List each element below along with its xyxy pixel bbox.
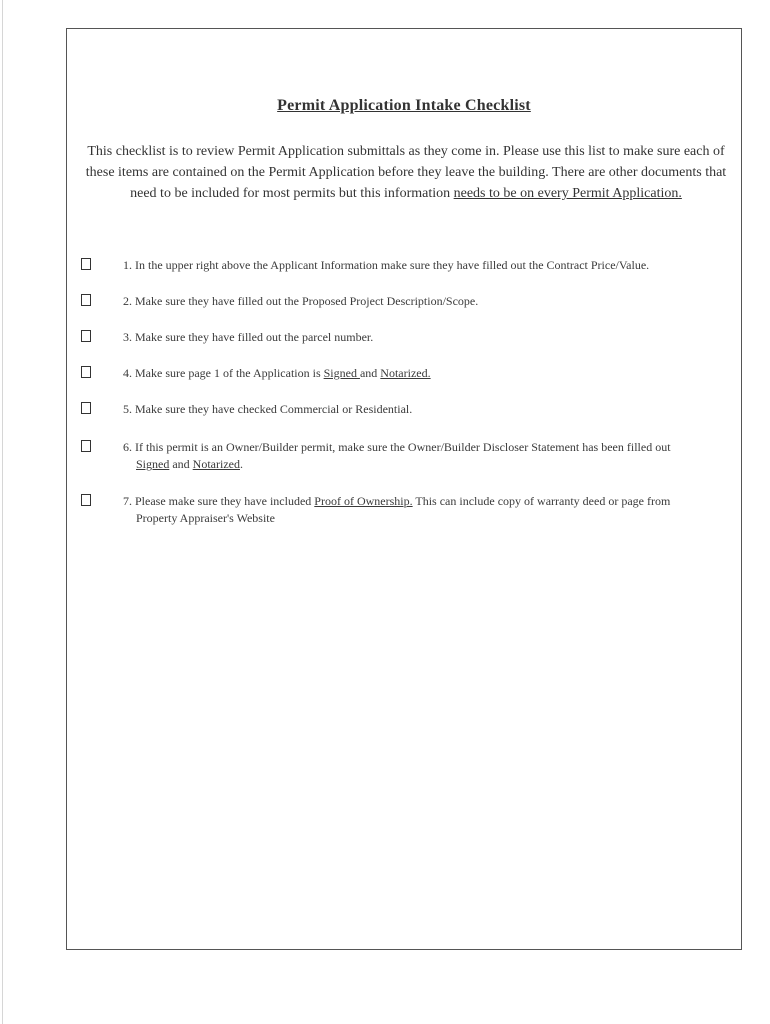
item-4-and: and — [359, 366, 381, 380]
checklist-item-text — [123, 439, 729, 473]
notarized-label: Notarized — [192, 457, 240, 471]
signed-label: Signed — [136, 457, 170, 471]
checklist-item-text — [123, 365, 729, 382]
item-7-line-2: Property Appraiser's Website — [136, 511, 275, 525]
checkbox-5[interactable] — [81, 402, 91, 414]
item-6-and: and — [169, 457, 193, 471]
item-4-text: 4. Make sure page 1 of the Application is — [123, 366, 324, 380]
item-6-period: . — [239, 457, 243, 471]
document-title: Permit Application Intake Checklist — [277, 97, 531, 114]
checkbox-1[interactable] — [81, 258, 91, 270]
signed-label: Signed — [323, 366, 360, 380]
checklist-item-text: 3. Make sure they have filled out the parcel number. — [123, 330, 374, 344]
checklist-item-text: 5. Make sure they have checked Commercial or Residential. — [123, 402, 413, 416]
proof-of-ownership-label: Proof of Ownership. — [314, 494, 413, 508]
intro-paragraph — [81, 141, 731, 204]
document-frame — [66, 28, 742, 950]
checkbox-4[interactable] — [81, 366, 91, 378]
item-7-text-continued: This can include copy of warranty deed or page from — [412, 494, 671, 508]
checkbox-6[interactable] — [81, 440, 91, 452]
intro-text: This checklist is to review Permit Application submittals as they come in. Please use this list to make sure each of these items are contained on the Permit Application before they leave the building. There are other documents that need to be included for most permits but this information — [85, 144, 727, 201]
scan-edge-line — [2, 0, 3, 1024]
intro-underlined-text: needs to be on every Permit Application. — [453, 186, 682, 201]
checkbox-3[interactable] — [81, 330, 91, 342]
checklist-item-text — [123, 493, 729, 527]
item-6-line-2 — [123, 456, 729, 473]
notarized-label: Notarized. — [380, 366, 431, 380]
checklist-item-text: 2. Make sure they have filled out the Proposed Project Description/Scope. — [123, 294, 479, 308]
checkbox-2[interactable] — [81, 294, 91, 306]
item-7-text: 7. Please make sure they have included — [123, 494, 315, 508]
checkbox-7[interactable] — [81, 494, 91, 506]
item-6-line-1: 6. If this permit is an Owner/Builder permit, make sure the Owner/Builder Discloser Statement has been filled out — [123, 440, 671, 454]
checklist-item-text: 1. In the upper right above the Applicant Information make sure they have filled out the Contract Price/Value. — [123, 258, 650, 272]
